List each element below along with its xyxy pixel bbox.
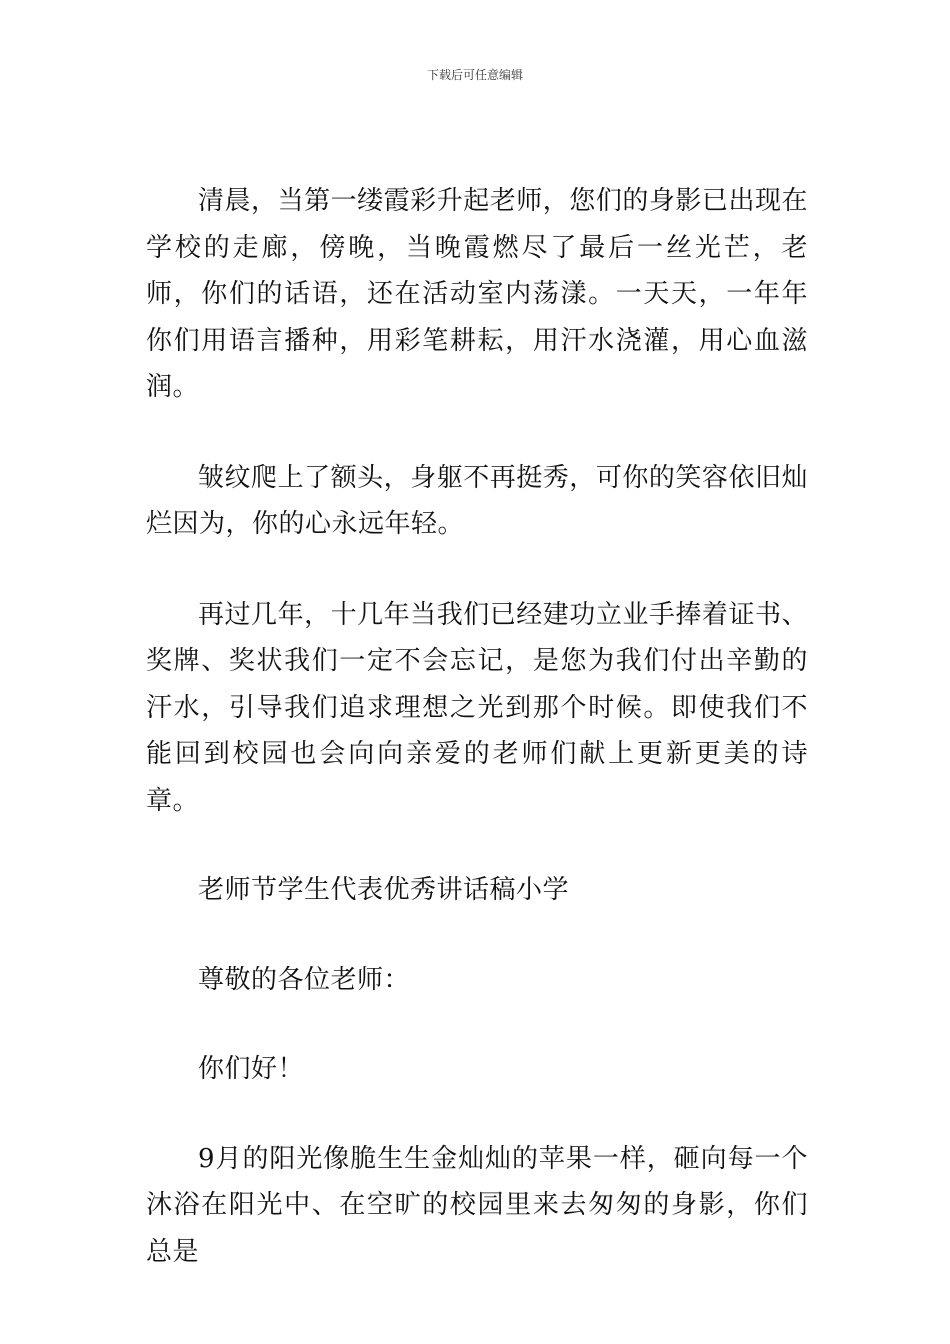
paragraph-wrinkles: 皱纹爬上了额头，身躯不再挺秀，可你的笑容依旧灿烂因为，你的心永远年轻。 [146, 462, 808, 539]
greeting: 你们好！ [198, 1054, 305, 1084]
page-header-note: 下载后可任意编辑 [426, 68, 523, 82]
paragraph-morning-evening: 清晨，当第一缕霞彩升起老师，您们的身影已出现在学校的走廊，傍晚，当晚霞燃尽了最后一丝光芒，老师，你们的话语，还在活动室内荡漾。一天天，一年年你们用语言播种，用彩笔耕耘，用汗水浇灌，用心血滋润。 [146, 186, 808, 402]
paragraph-future: 再过几年，十几年当我们已经建功立业手捧着证书、奖牌、奖状我们一定不会忘记，是您为我们付出辛勤的汗水，引导我们追求理想之光到那个时候。即使我们不能回到校园也会向向亲爱的老师们献上更新更美的诗章。 [146, 599, 808, 816]
salutation: 尊敬的各位老师： [198, 964, 411, 995]
paragraph-september: 9月的阳光像脆生生金灿灿的苹果一样，砸向每一个沐浴在阳光中、在空旷的校园里来去匆匆的身影，你们总是 [146, 1143, 808, 1267]
section-title: 老师节学生代表优秀讲话稿小学 [198, 875, 570, 905]
document-body [146, 178, 808, 1275]
